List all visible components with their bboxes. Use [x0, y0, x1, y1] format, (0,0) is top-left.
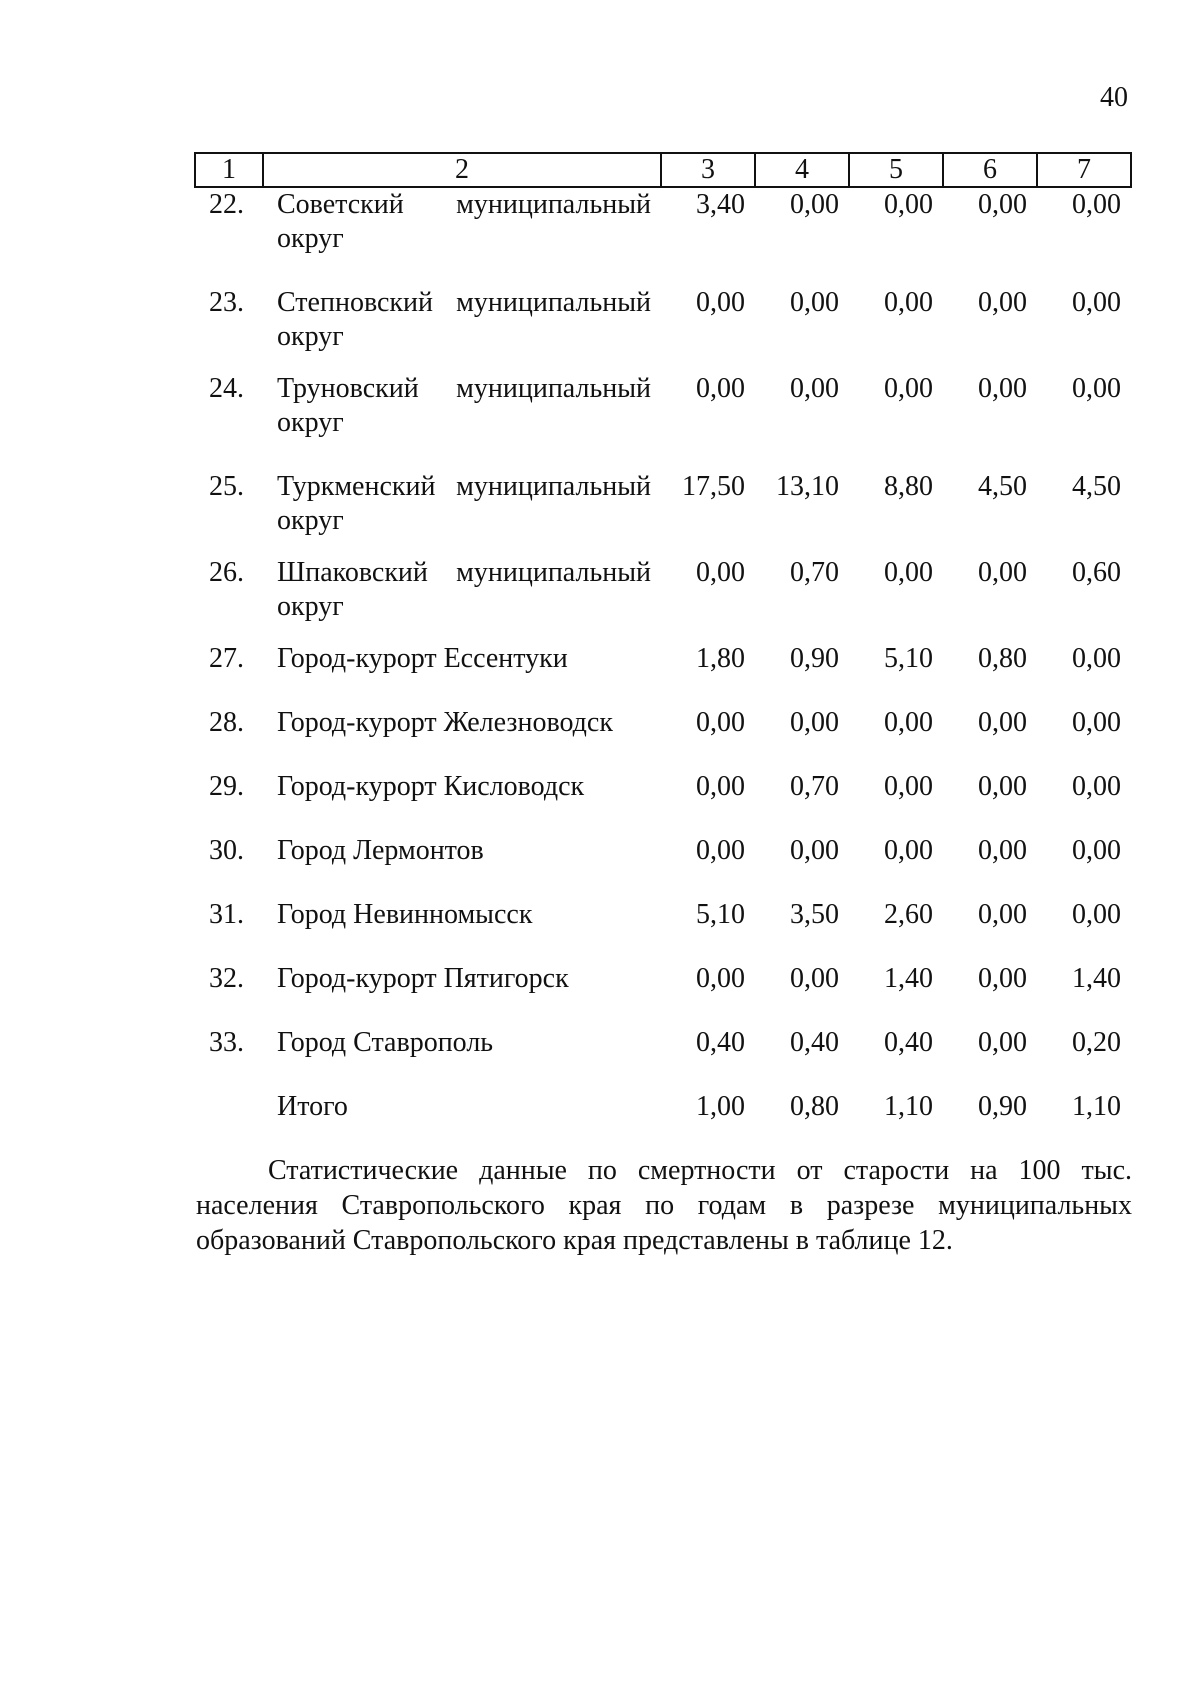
row-name: [263, 286, 661, 354]
row-value: 0,00: [884, 373, 933, 404]
row-value: 0,00: [790, 287, 839, 318]
row-value: 0,00: [884, 707, 933, 738]
table-row: [195, 286, 1131, 354]
paragraph-text: Статистические данные по смертности от старости на 100 тыс. населения Ставропольского края по годам в разрезе муниципальных образований Ставропольского края представлены в таблице 12.: [196, 1155, 1132, 1256]
row-value: 0,00: [1072, 373, 1121, 404]
row-name-part: Туркменский: [277, 471, 436, 502]
table-row: [195, 706, 1131, 740]
row-value: 0,00: [884, 557, 933, 588]
row-name: Итого: [277, 1091, 348, 1122]
row-number: 23.: [209, 287, 244, 318]
row-name-part: Степновский: [277, 287, 433, 318]
row-name-part: муниципальный: [456, 189, 651, 220]
row-value: 0,00: [1072, 835, 1121, 866]
row-value: 4,50: [1072, 471, 1121, 502]
row-value: 8,80: [884, 471, 933, 502]
row-number: 22.: [209, 189, 244, 220]
row-value: 0,00: [978, 963, 1027, 994]
row-value: 1,10: [1072, 1091, 1121, 1122]
row-value: 0,40: [884, 1027, 933, 1058]
row-value: 0,00: [884, 287, 933, 318]
row-name: Город Невинномысск: [277, 899, 533, 930]
row-value: 0,80: [978, 643, 1027, 674]
row-value: 1,40: [1072, 963, 1121, 994]
row-name-part: Советский: [277, 189, 404, 220]
row-value: 2,60: [884, 899, 933, 930]
table-row: [195, 1026, 1131, 1060]
row-value: 0,00: [696, 963, 745, 994]
row-value: 0,00: [696, 557, 745, 588]
row-value: 0,20: [1072, 1027, 1121, 1058]
row-value: 0,00: [978, 1027, 1027, 1058]
mortality-table: [194, 152, 1132, 1124]
header-col-3: 3: [661, 153, 755, 187]
row-name-part: округ: [277, 591, 344, 622]
row-name-part: муниципальный: [456, 287, 651, 318]
row-name-part: округ: [277, 321, 344, 352]
row-name: [263, 187, 661, 256]
row-name: Город-курорт Ессентуки: [277, 643, 568, 674]
row-name-part: муниципальный: [456, 373, 651, 404]
row-name: Город-курорт Железноводск: [277, 707, 613, 738]
row-number: 33.: [209, 1027, 244, 1058]
row-name-part: округ: [277, 407, 344, 438]
row-value: 0,00: [790, 189, 839, 220]
row-value: 0,00: [696, 373, 745, 404]
table-row: [195, 187, 1131, 256]
row-value: 0,70: [790, 557, 839, 588]
row-value: 0,00: [884, 835, 933, 866]
row-value: 0,00: [1072, 707, 1121, 738]
row-number: 31.: [209, 899, 244, 930]
row-number: 29.: [209, 771, 244, 802]
header-col-1: 1: [195, 153, 263, 187]
row-name-part: округ: [277, 223, 344, 254]
row-value: 3,50: [790, 899, 839, 930]
row-name: Город Ставрополь: [277, 1027, 494, 1058]
table-header-row: [195, 153, 1131, 187]
row-value: 0,40: [790, 1027, 839, 1058]
row-value: 1,00: [696, 1091, 745, 1122]
row-value: 0,80: [790, 1091, 839, 1122]
row-number: 24.: [209, 373, 244, 404]
row-name: [263, 470, 661, 538]
row-number: 25.: [209, 471, 244, 502]
row-value: 0,00: [978, 835, 1027, 866]
row-name-part: Труновский: [277, 373, 419, 404]
table-row: [195, 642, 1131, 676]
table-row: [195, 372, 1131, 440]
row-value: 0,00: [884, 771, 933, 802]
row-number: 26.: [209, 557, 244, 588]
row-name: [263, 556, 661, 624]
row-value: 0,60: [1072, 557, 1121, 588]
row-value: 1,10: [884, 1091, 933, 1122]
row-value: 0,00: [884, 189, 933, 220]
row-value: 0,90: [978, 1091, 1027, 1122]
row-value: 0,00: [978, 899, 1027, 930]
header-col-5: 5: [849, 153, 943, 187]
row-value: 0,00: [696, 707, 745, 738]
row-value: 0,00: [978, 771, 1027, 802]
header-col-7: 7: [1037, 153, 1131, 187]
body-paragraph: [196, 1153, 1132, 1258]
row-value: 0,00: [790, 373, 839, 404]
row-name: Город Лермонтов: [277, 835, 484, 866]
row-value: 0,00: [1072, 643, 1121, 674]
row-value: 0,00: [1072, 189, 1121, 220]
row-value: 0,00: [1072, 287, 1121, 318]
header-col-6: 6: [943, 153, 1037, 187]
row-name: Город-курорт Кисловодск: [277, 771, 585, 802]
table-row: [195, 898, 1131, 932]
row-value: 0,00: [696, 835, 745, 866]
row-value: 0,70: [790, 771, 839, 802]
row-value: 5,10: [884, 643, 933, 674]
row-number: [195, 1090, 263, 1124]
row-value: 4,50: [978, 471, 1027, 502]
row-value: 0,90: [790, 643, 839, 674]
header-col-4: 4: [755, 153, 849, 187]
row-number: 28.: [209, 707, 244, 738]
row-value: 0,00: [978, 707, 1027, 738]
row-name: Город-курорт Пятигорск: [277, 963, 569, 994]
row-value: 5,10: [696, 899, 745, 930]
row-name-part: округ: [277, 505, 344, 536]
table-row: [195, 834, 1131, 868]
row-value: 0,00: [1072, 771, 1121, 802]
row-value: 0,00: [978, 557, 1027, 588]
row-name: [263, 372, 661, 440]
row-name-part: муниципальный: [456, 471, 651, 502]
row-value: 0,00: [790, 963, 839, 994]
row-value: 13,10: [776, 471, 839, 502]
table-row: [195, 770, 1131, 804]
row-value: 0,00: [978, 287, 1027, 318]
row-number: 30.: [209, 835, 244, 866]
table-row: [195, 556, 1131, 624]
table-total-row: [195, 1090, 1131, 1124]
row-value: 17,50: [682, 471, 745, 502]
row-value: 0,00: [696, 287, 745, 318]
row-value: 0,00: [696, 771, 745, 802]
row-number: 27.: [209, 643, 244, 674]
row-value: 0,40: [696, 1027, 745, 1058]
table-row: [195, 962, 1131, 996]
header-col-2: 2: [263, 153, 661, 187]
row-value: 0,00: [790, 707, 839, 738]
row-value: 1,80: [696, 643, 745, 674]
row-value: 0,00: [790, 835, 839, 866]
row-value: 3,40: [696, 189, 745, 220]
row-number: 32.: [209, 963, 244, 994]
table-row: [195, 470, 1131, 538]
row-name-part: муниципальный: [456, 557, 651, 588]
row-value: 0,00: [1072, 899, 1121, 930]
row-value: 0,00: [978, 189, 1027, 220]
row-name-part: Шпаковский: [277, 557, 428, 588]
page-number: 40: [1100, 82, 1128, 113]
row-value: 1,40: [884, 963, 933, 994]
row-value: 0,00: [978, 373, 1027, 404]
